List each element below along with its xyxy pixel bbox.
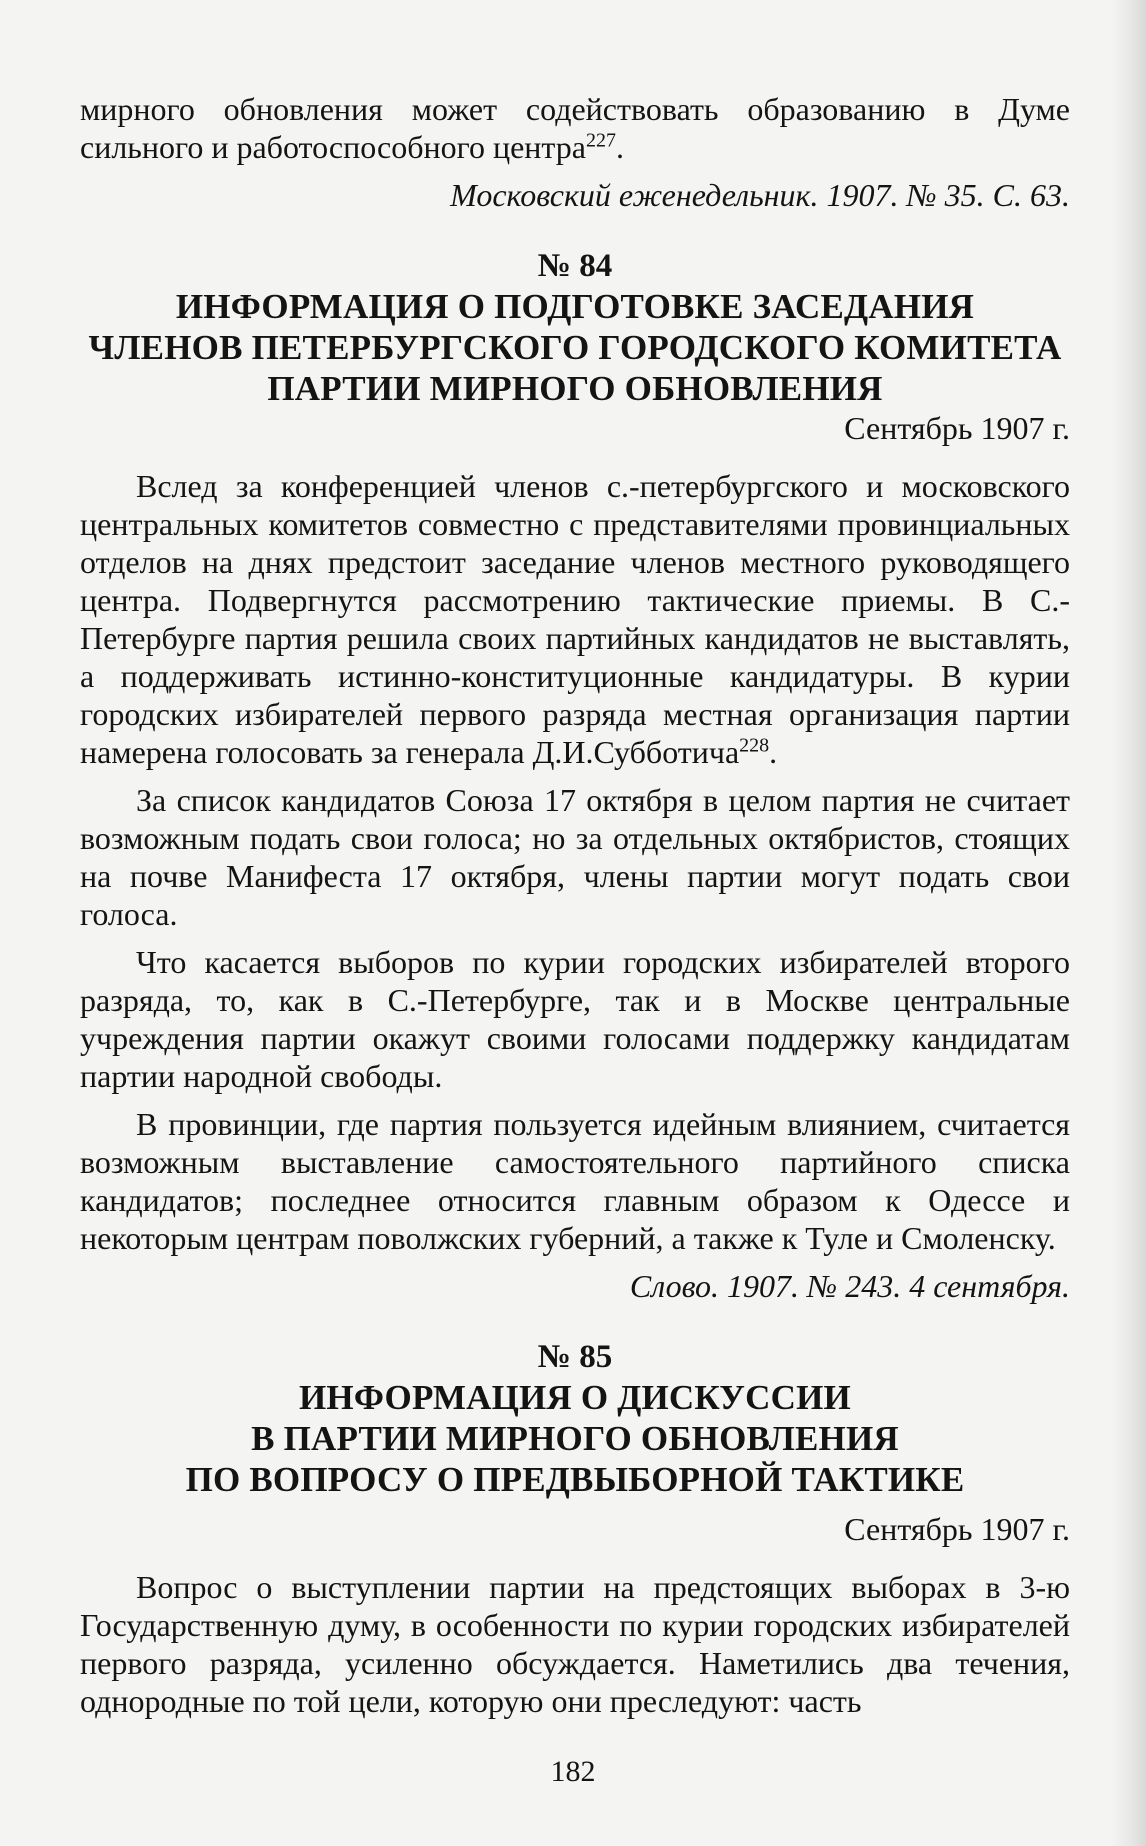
document-number-85: № 85 <box>537 1339 613 1375</box>
document-title-85 <box>80 1377 1070 1500</box>
paragraph: Вопрос о выступлении партии на предстоящих выборах в 3-ю Государственную думу, в особенности по курии городских избирателей первого разряда, усиленно обсуждается. Наметились два течения, однородные по той цели, которую они преследуют: часть <box>80 1569 1070 1719</box>
document-date-84: Сентябрь 1907 г. <box>844 410 1070 446</box>
title-line: ПАРТИИ МИРНОГО ОБНОВЛЕНИЯ <box>267 369 883 408</box>
source-citation-2: Слово. 1907. № 243. 4 сентября. <box>629 1268 1070 1304</box>
source-citation-1: Московский еженедельник. 1907. № 35. С. 63. <box>450 177 1070 213</box>
title-line: ИНФОРМАЦИЯ О ДИСКУССИИ <box>299 1378 851 1417</box>
page-number: 182 <box>550 1755 596 1788</box>
title-line: ПО ВОПРОСУ О ПРЕДВЫБОРНОЙ ТАКТИКЕ <box>185 1460 965 1499</box>
document-number-84: № 84 <box>537 248 613 284</box>
footnote-ref-227: 227 <box>585 129 616 152</box>
document-title-84 <box>80 286 1070 409</box>
title-line: ИНФОРМАЦИЯ О ПОДГОТОВКЕ ЗАСЕДАНИЯ <box>175 287 975 326</box>
title-line: В ПАРТИИ МИРНОГО ОБНОВЛЕНИЯ <box>251 1419 899 1458</box>
title-line: ЧЛЕНОВ ПЕТЕРБУРГСКОГО ГОРОДСКОГО КОМИТЕТА <box>88 328 1062 367</box>
intro-paragraph: мирного обновления может содействовать образованию в Думе сильного и работоспособного центра$^{227}$. <box>80 91 1070 165</box>
paragraph: В провинции, где партия пользуется идейным влиянием, считается возможным выставление самостоятельного партийного списка кандидатов; последнее относится главным образом к Одессе и некоторым центрам поволжских губерний, а также к Туле и Смоленску. <box>80 1106 1070 1256</box>
footnote-ref-228: 228 <box>739 734 770 757</box>
paragraph: Что касается выборов по курии городских избирателей второго разряда, то, как в С.-Петербурге, так и в Москве центральные учреждения партии окажут своими голосами поддержку кандидатам партии народной свободы. <box>80 944 1070 1094</box>
page-edge-shadow <box>1112 0 1146 1846</box>
paragraph: Вслед за конференцией членов с.-петербургского и московского центральных комитетов совместно с представителями провинциальных отделов на днях предстоит заседание членов местного руководящего центра. Подвергнутся рассмотрению тактические приемы. В С.-Петербурге партия решила своих партийных кандидатов не выставлять, а поддерживать истинно-конституционные кандидатуры. В курии городских избирателей первого разряда местная организация партии намерена голосовать за генерала Д.И.Субботича$^{228}$. <box>80 468 1070 770</box>
document-date-85: Сентябрь 1907 г. <box>844 1511 1070 1547</box>
text-column <box>80 90 1070 1720</box>
paragraph: За список кандидатов Союза 17 октября в целом партия не считает возможным подать свои голоса; но за отдельных октябристов, стоящих на почве Манифеста 17 октября, члены партии могут подать свои голоса. <box>80 782 1070 932</box>
